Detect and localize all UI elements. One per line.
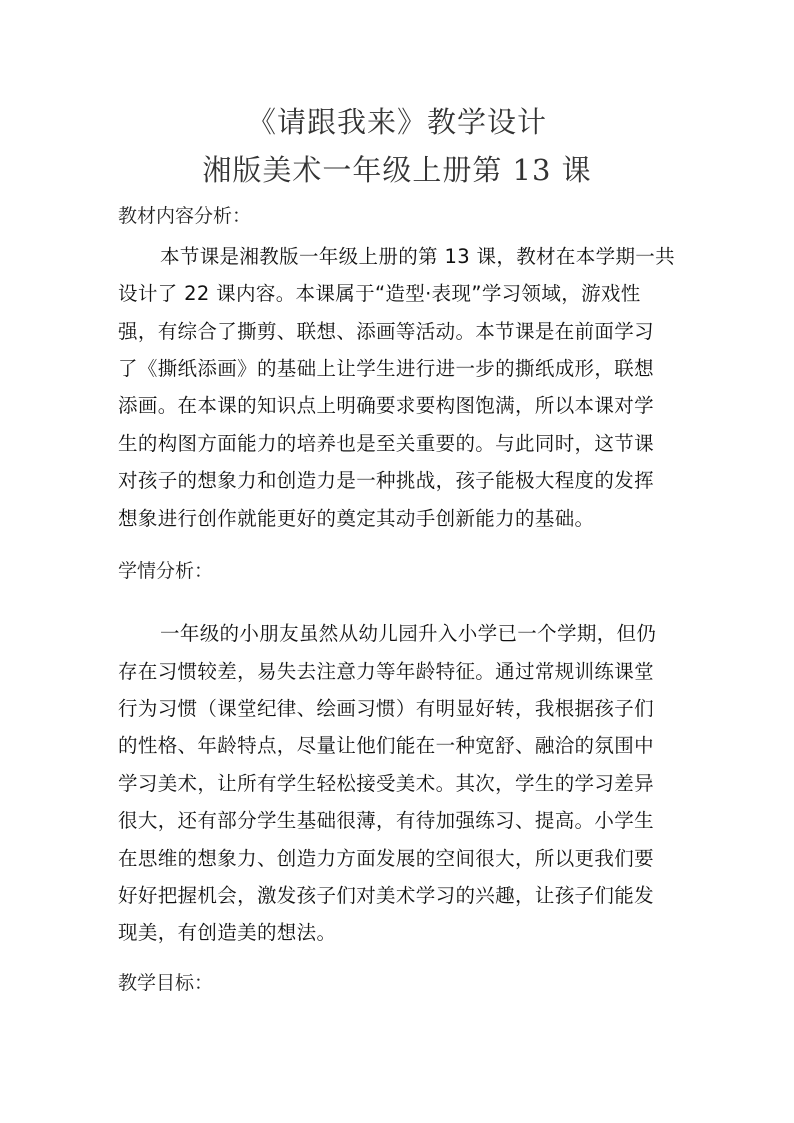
section-heading-content-analysis: 教材内容分析：	[118, 205, 252, 227]
section-heading-student-analysis: 学情分析：	[118, 560, 214, 582]
paragraph-line: 设计了 22 课内容。本课属于“造型·表现”学习领域，游戏性	[118, 282, 641, 305]
paragraph-line: 了《撕纸添画》的基础上让学生进行进一步的撕纸成形，联想	[118, 357, 654, 380]
paragraph-line: 生的构图方面能力的培养也是至关重要的。与此同时，这节课	[118, 432, 654, 455]
paragraph-line: 现美，有创造美的想法。	[118, 921, 337, 944]
document-title: 《请跟我来》教学设计	[246, 105, 547, 139]
paragraph-line: 行为习惯（课堂纪律、绘画习惯）有明显好转，我根据孩子们	[118, 697, 654, 720]
document-subtitle: 湘版美术一年级上册第 13 课	[202, 153, 592, 187]
paragraph-line: 对孩子的想象力和创造力是一种挑战，孩子能极大程度的发挥	[118, 469, 654, 492]
paragraph-line: 一年级的小朋友虽然从幼儿园升入小学已一个学期，但仍	[160, 622, 657, 645]
paragraph-line: 好好把握机会，激发孩子们对美术学习的兴趣，让孩子们能发	[118, 884, 654, 907]
paragraph-line: 学习美术，让所有学生轻松接受美术。其次，学生的学习差异	[118, 772, 654, 795]
paragraph-line: 的性格、年龄特点，尽量让他们能在一种宽舒、融洽的氛围中	[118, 734, 654, 757]
paragraph-line: 本节课是湘教版一年级上册的第 13 课，教材在本学期一共	[160, 245, 676, 268]
paragraph-line: 添画。在本课的知识点上明确要求要构图饱满，所以本课对学	[118, 394, 654, 417]
paragraph-line: 在思维的想象力、创造力方面发展的空间很大，所以更我们要	[118, 847, 654, 870]
section-heading-teaching-goals: 教学目标：	[118, 972, 214, 994]
paragraph-line: 强，有综合了撕剪、联想、添画等活动。本节课是在前面学习	[118, 320, 654, 343]
paragraph-line: 存在习惯较差，易失去注意力等年龄特征。通过常规训练课堂	[118, 660, 654, 683]
paragraph-line: 很大，还有部分学生基础很薄，有待加强练习、提高。小学生	[118, 809, 654, 832]
paragraph-line: 想象进行创作就能更好的奠定其动手创新能力的基础。	[118, 507, 595, 530]
